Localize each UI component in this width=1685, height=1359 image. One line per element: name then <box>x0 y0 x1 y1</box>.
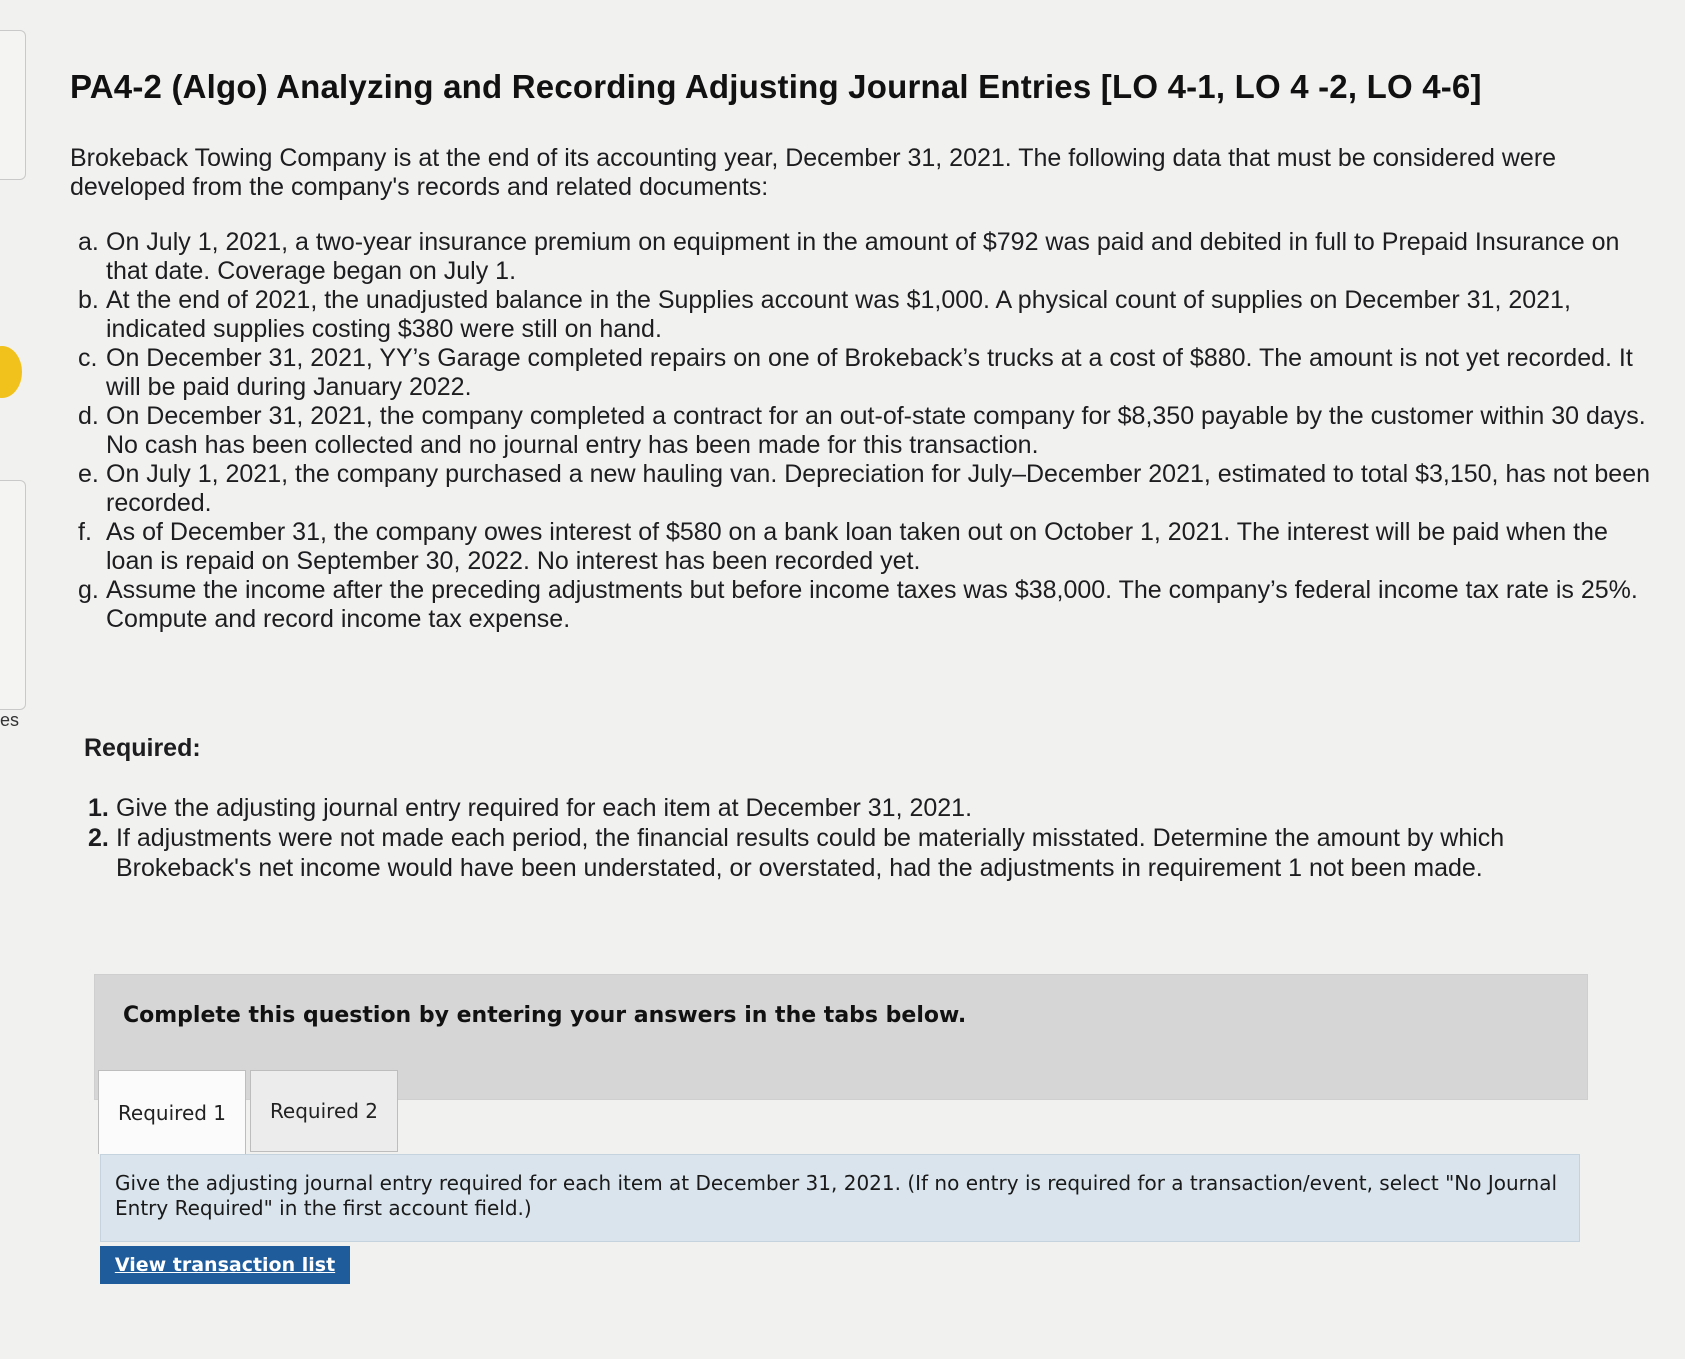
item-letter: b. <box>78 286 99 314</box>
item-text: On July 1, 2021, a two-year insurance premium on equipment in the amount of $792 was paid and debited in full to Prepaid Insurance on that date. Coverage began on July 1. <box>106 228 1620 285</box>
rail-panel-bottom[interactable] <box>0 480 26 710</box>
tab-required-1[interactable]: Required 1 <box>98 1070 246 1154</box>
item-letter: a. <box>78 228 99 256</box>
transaction-item-c <box>78 344 1658 402</box>
tab-instruction-text: Give the adjusting journal entry required for each item at December 31, 2021. (If no entry is required for a transaction/event, select "No Journal Entry Required" in the first account field.) <box>100 1154 1580 1242</box>
requirement-tabs <box>98 1070 398 1154</box>
item-text: On December 31, 2021, YY’s Garage completed repairs on one of Brokeback’s trucks at a cost of $880. The amount is not yet recorded. It will be paid during January 2022. <box>106 344 1633 401</box>
rail-panel-top[interactable] <box>0 30 26 180</box>
problem-intro: Brokeback Towing Company is at the end of its accounting year, December 31, 2021. The following data that must be considered were developed from the company's records and related documents: <box>70 144 1557 201</box>
item-text: Assume the income after the preceding adjustments but before income taxes was $38,000. The company’s federal income tax rate is 25%. Compute and record income tax expense. <box>106 576 1638 633</box>
item-letter: c. <box>78 344 98 372</box>
transaction-item-e <box>78 460 1658 518</box>
transaction-item-g <box>78 576 1658 634</box>
transaction-item-b <box>78 286 1658 344</box>
item-letter: e. <box>78 460 99 488</box>
transaction-item-d <box>78 402 1658 460</box>
item-letter: d. <box>78 402 99 430</box>
item-text: At the end of 2021, the unadjusted balance in the Supplies account was $1,000. A physical count of supplies on December 31, 2021, indicated supplies costing $380 were still on hand. <box>106 286 1571 343</box>
view-transaction-list-button[interactable]: View transaction list <box>100 1246 350 1284</box>
item-letter: f. <box>78 518 92 546</box>
problem-content <box>70 60 1660 883</box>
item-text: On July 1, 2021, the company purchased a new hauling van. Depreciation for July–December 2021, estimated to total $3,150, has not been recorded. <box>106 460 1651 517</box>
requirement-item <box>88 823 1548 883</box>
required-heading: Required: <box>84 734 201 762</box>
item-letter: g. <box>78 576 99 604</box>
page-title: PA4-2 (Algo) Analyzing and Recording Adjusting Journal Entries [LO 4-1, LO 4 -2, LO 4-6] <box>70 68 1482 105</box>
rail-indicator-dot <box>0 346 22 398</box>
transaction-list <box>70 228 1660 634</box>
transaction-item-f <box>78 518 1658 576</box>
requirement-text: Give the adjusting journal entry required for each item at December 31, 2021. <box>116 794 973 822</box>
item-text: On December 31, 2021, the company completed a contract for an out-of-state company for $8,350 payable by the customer within 30 days. No cash has been collected and no journal entry has been made for this transaction. <box>106 402 1646 459</box>
requirement-number: 1. <box>88 794 109 822</box>
requirements-list <box>88 793 1660 883</box>
rail-label: es <box>0 710 20 730</box>
tab-required-2[interactable]: Required 2 <box>250 1070 398 1152</box>
item-text: As of December 31, the company owes interest of $580 on a bank loan taken out on October 1, 2021. The interest will be paid when the loan is repaid on September 30, 2022. No interest has been recorded yet. <box>106 518 1608 575</box>
requirement-text: If adjustments were not made each period, the financial results could be materially misstated. Determine the amount by which Brokeback's net income would have been understated, or overstated, had the adjustments in requirement 1 not been made. <box>116 824 1505 882</box>
requirement-item <box>88 793 1548 823</box>
left-rail <box>0 30 26 730</box>
requirement-number: 2. <box>88 824 109 852</box>
answer-instructions-heading: Complete this question by entering your answers in the tabs below. <box>123 1003 967 1028</box>
transaction-item-a <box>78 228 1658 286</box>
